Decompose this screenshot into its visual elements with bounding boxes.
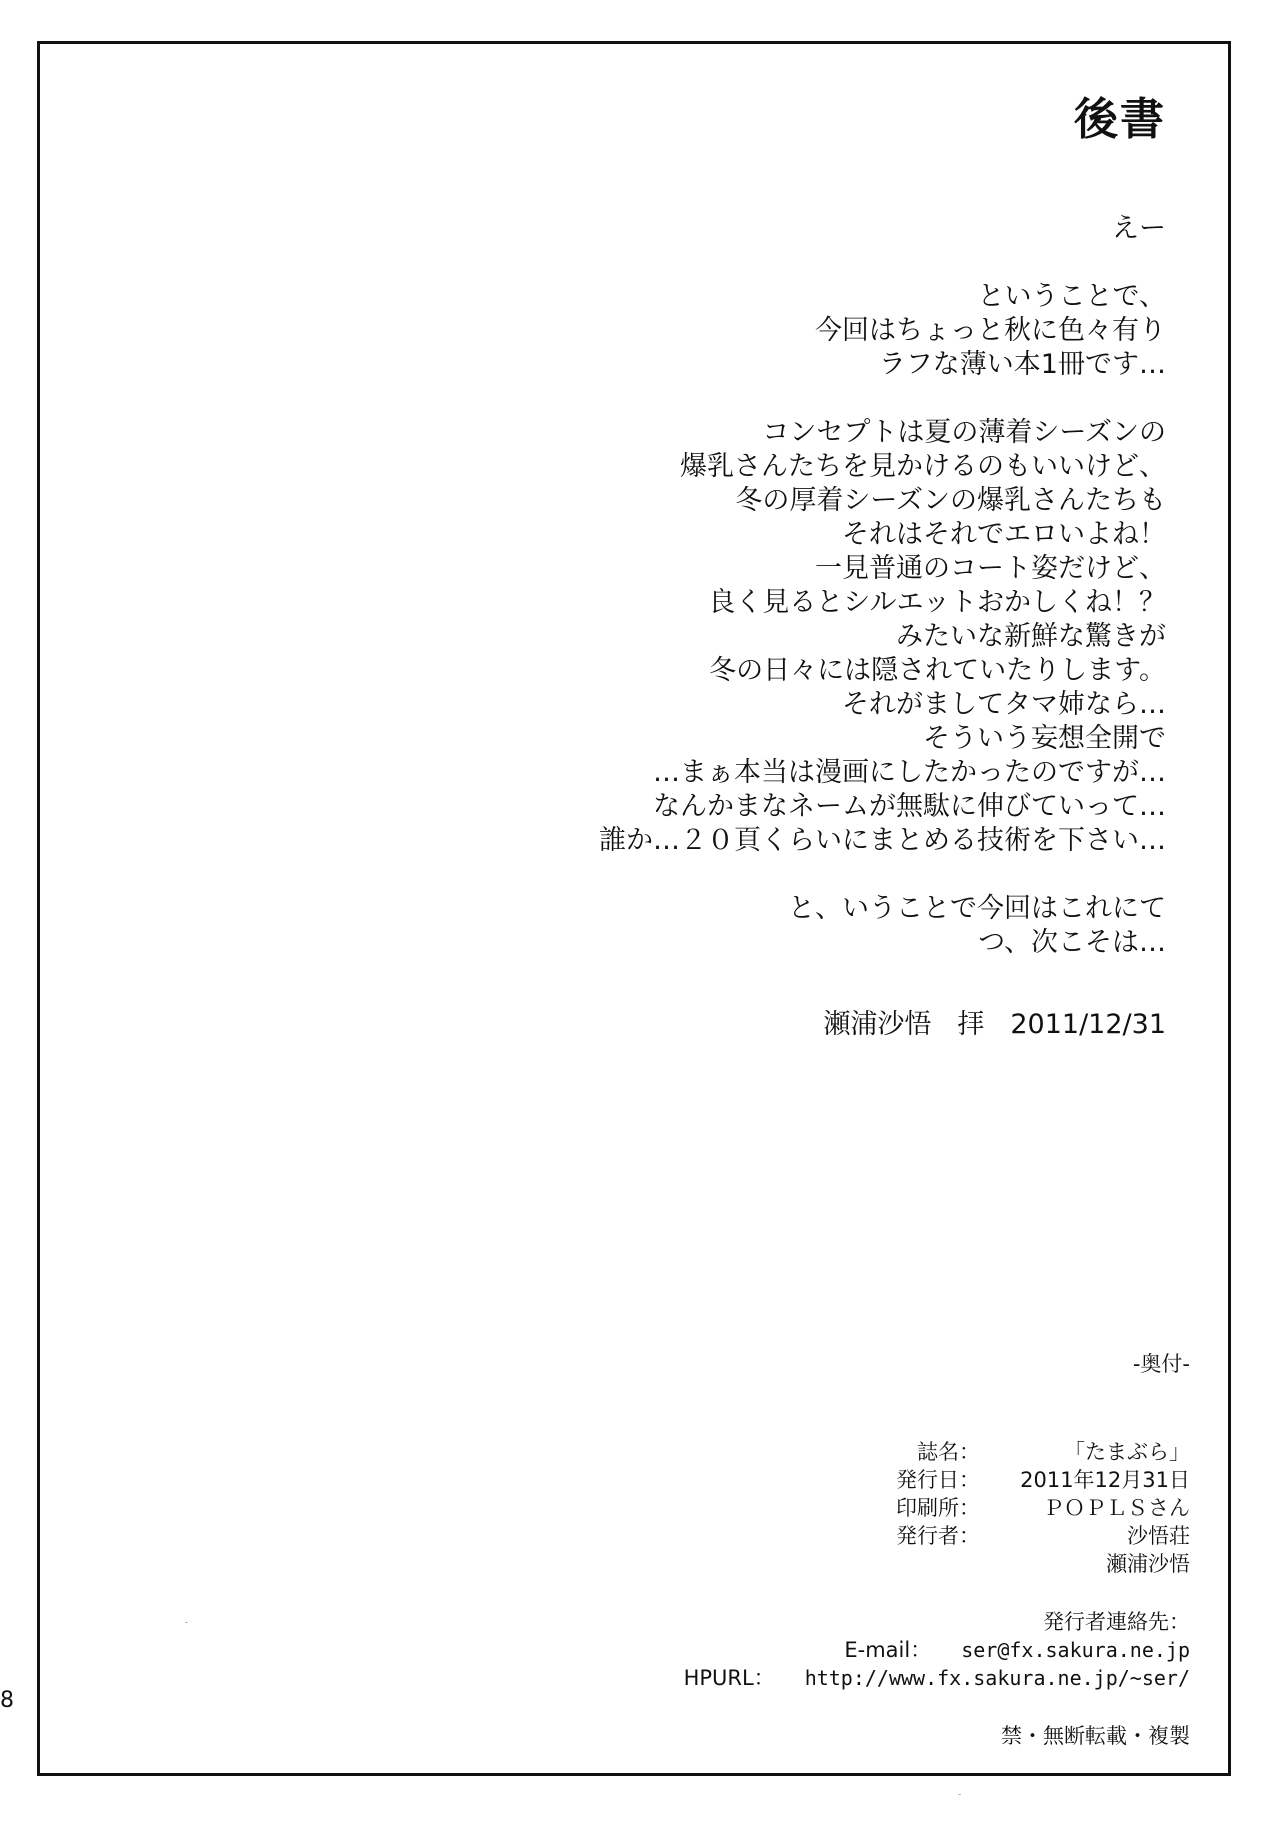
paragraph-gap bbox=[166, 246, 1166, 280]
colophon-value: 瀬浦沙悟 bbox=[1106, 1552, 1190, 1576]
colophon-row bbox=[490, 1550, 1190, 1578]
afterword-line: 今回はちょっと秋に色々有り bbox=[815, 315, 1166, 346]
colophon-gap bbox=[490, 1408, 1190, 1438]
colophon-value: 2011年12月31日 bbox=[1020, 1468, 1190, 1492]
colophon-value: ＰＯＰＬＳさん bbox=[1043, 1496, 1190, 1520]
signature-bow: 拝 bbox=[957, 1009, 985, 1040]
afterword-line: 良く見るとシルエットおかしくね！？ bbox=[708, 587, 1166, 618]
author-name: 瀬浦沙悟 bbox=[823, 1009, 932, 1040]
afterword-line: 一見普通のコート姿だけど、 bbox=[815, 553, 1166, 584]
afterword-line: 爆乳さんたちを見かけるのもいいけど、 bbox=[680, 451, 1166, 482]
afterword-line: それがましてタマ姉なら… bbox=[842, 689, 1166, 720]
afterword-line: ラフな薄い本1冊です… bbox=[878, 349, 1166, 380]
afterword-line: と、いうことで今回はこれにて bbox=[788, 893, 1166, 924]
afterword-line: ということで、 bbox=[977, 281, 1166, 312]
contact-row bbox=[490, 1636, 1190, 1664]
colophon-heading: -奥付- bbox=[1132, 1352, 1190, 1376]
afterword-line: 誰か…２０頁くらいにまとめる技術を下さい… bbox=[599, 825, 1166, 856]
colophon-row bbox=[490, 1522, 1190, 1550]
hpurl-label: HPURL： bbox=[683, 1666, 775, 1690]
colophon-row bbox=[490, 1466, 1190, 1494]
colophon-row bbox=[490, 1494, 1190, 1522]
afterword-line: それはそれでエロいよね！ bbox=[842, 519, 1166, 550]
copyright-notice: 禁・無断転載・複製 bbox=[1001, 1724, 1190, 1748]
colophon-label: 誌名： bbox=[917, 1440, 980, 1464]
scan-speck bbox=[958, 1794, 961, 1795]
colophon-row bbox=[490, 1438, 1190, 1466]
contact-heading: 発行者連絡先： bbox=[1043, 1610, 1190, 1634]
page-number: 8 bbox=[0, 1688, 14, 1713]
colophon-value: 「たまぶら」 bbox=[1064, 1440, 1190, 1464]
afterword-line: 冬の日々には隠されていたりします。 bbox=[709, 655, 1166, 686]
afterword-line: えー bbox=[1112, 213, 1166, 244]
hpurl-address: http://www.fx.sakura.ne.jp/~ser/ bbox=[804, 1666, 1190, 1690]
colophon-label: 印刷所： bbox=[896, 1496, 980, 1520]
afterword-line: みたいな新鮮な驚きが bbox=[896, 621, 1166, 652]
afterword-line: コンセプトは夏の薄着シーズンの bbox=[762, 417, 1166, 448]
email-label: E-mail： bbox=[844, 1638, 932, 1662]
colophon-value: 沙悟荘 bbox=[1127, 1524, 1190, 1548]
afterword-line: つ、次こそは… bbox=[978, 927, 1166, 958]
page-title: 後書 bbox=[1074, 94, 1166, 145]
afterword-line: なんかまなネームが無駄に伸びていって… bbox=[653, 791, 1166, 822]
email-address: ser@fx.sakura.ne.jp bbox=[961, 1638, 1190, 1662]
scan-speck bbox=[185, 1622, 188, 1623]
colophon-gap bbox=[490, 1578, 1190, 1608]
afterword-line: 冬の厚着シーズンの爆乳さんたちも bbox=[735, 485, 1166, 516]
afterword-line: …まぁ本当は漫画にしたかったのですが… bbox=[653, 757, 1166, 788]
afterword-body bbox=[166, 212, 1166, 960]
colophon-label: 発行者： bbox=[896, 1524, 980, 1548]
paragraph-gap bbox=[166, 858, 1166, 892]
signature bbox=[823, 1008, 1166, 1042]
colophon bbox=[490, 1350, 1190, 1750]
afterword-line: そういう妄想全開で bbox=[923, 723, 1166, 754]
colophon-label: 発行日： bbox=[896, 1468, 980, 1492]
signature-date: 2011/12/31 bbox=[1010, 1009, 1166, 1040]
contact-row bbox=[490, 1664, 1190, 1692]
paragraph-gap bbox=[166, 382, 1166, 416]
